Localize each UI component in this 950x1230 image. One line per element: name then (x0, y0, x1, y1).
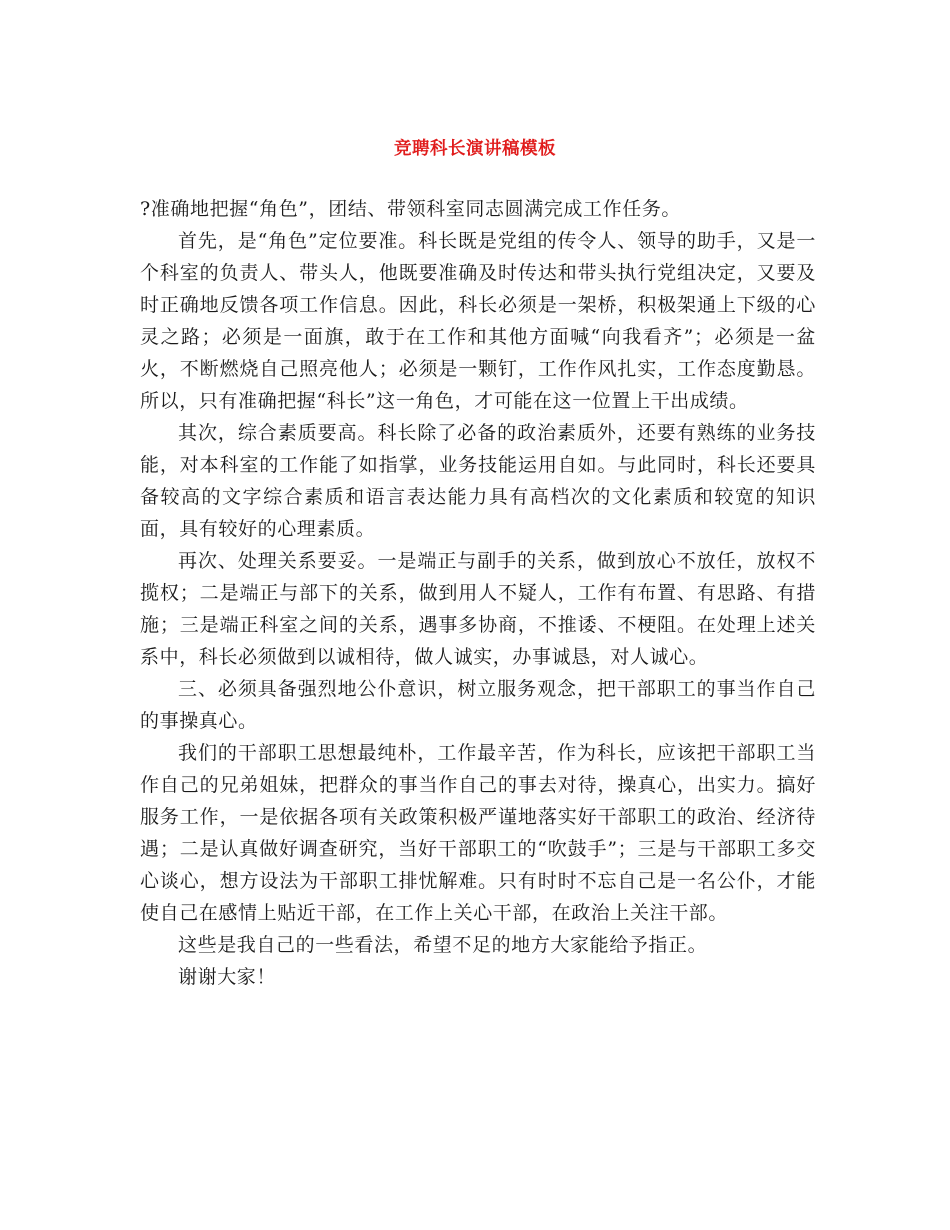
document-body (140, 193, 816, 993)
paragraph-quality: 其次，综合素质要高。科长除了必备的政治素质外，还要有熟练的业务技能，对本科室的工作能了如指掌，业务技能运用自如。与此同时，科长还要具备较高的文字综合素质和语言表达能力具有高档次的文化素质和较宽的知识面，具有较好的心理素质。 (140, 422, 816, 540)
paragraph-service-heading: 三、必须具备强烈地公仆意识，树立服务观念，把干部职工的事当作自己的事操真心。 (140, 678, 816, 732)
paragraph-role: 首先，是“角色”定位要准。科长既是党组的传令人、领导的助手，又是一个科室的负责人、带头人，他既要准确及时传达和带头执行党组决定，又要及时正确地反馈各项工作信息。因此，科长必须是一架桥，积极架通上下级的心灵之路；必须是一面旗，敢于在工作和其他方面喊“向我看齐”；必须是一盆火，不断燃烧自己照亮他人；必须是一颗钉，工作作风扎实，工作态度勤恳。所以，只有准确把握“科长”这一角色，才可能在这一位置上干出成绩。 (140, 230, 816, 412)
paragraph-service: 我们的干部职工思想最纯朴，工作最辛苦，作为科长，应该把干部职工当作自己的兄弟姐妹，把群众的事当作自己的事去对待，操真心，出实力。搞好服务工作，一是依据各项有关政策积极严谨地落实好干部职工的政治、经济待遇；二是认真做好调查研究，当好干部职工的“吹鼓手”；三是与干部职工多交心谈心，想方设法为干部职工排忧解难。只有时时不忘自己是一名公仆，才能使自己在感情上贴近干部，在工作上关心干部，在政治上关注干部。 (140, 742, 816, 924)
paragraph-intro: ?准确地把握“角色”，团结、带领科室同志圆满完成工作任务。 (140, 198, 682, 220)
paragraph-relations: 再次、处理关系要妥。一是端正与副手的关系，做到放心不放任，放权不揽权；二是端正与部下的关系，做到用人不疑人，工作有布置、有思路、有措施；三是端正科室之间的关系，遇事多协商，不推诿、不梗阻。在处理上述关系中，科长必须做到以诚相待，做人诚实，办事诚恳，对人诚心。 (140, 550, 816, 668)
paragraph-closing: 这些是我自己的一些看法，希望不足的地方大家能给予指正。 (178, 934, 708, 956)
document-title: 竞聘科长演讲稿模板 (394, 138, 556, 159)
paragraph-thanks: 谢谢大家！ (178, 966, 277, 988)
